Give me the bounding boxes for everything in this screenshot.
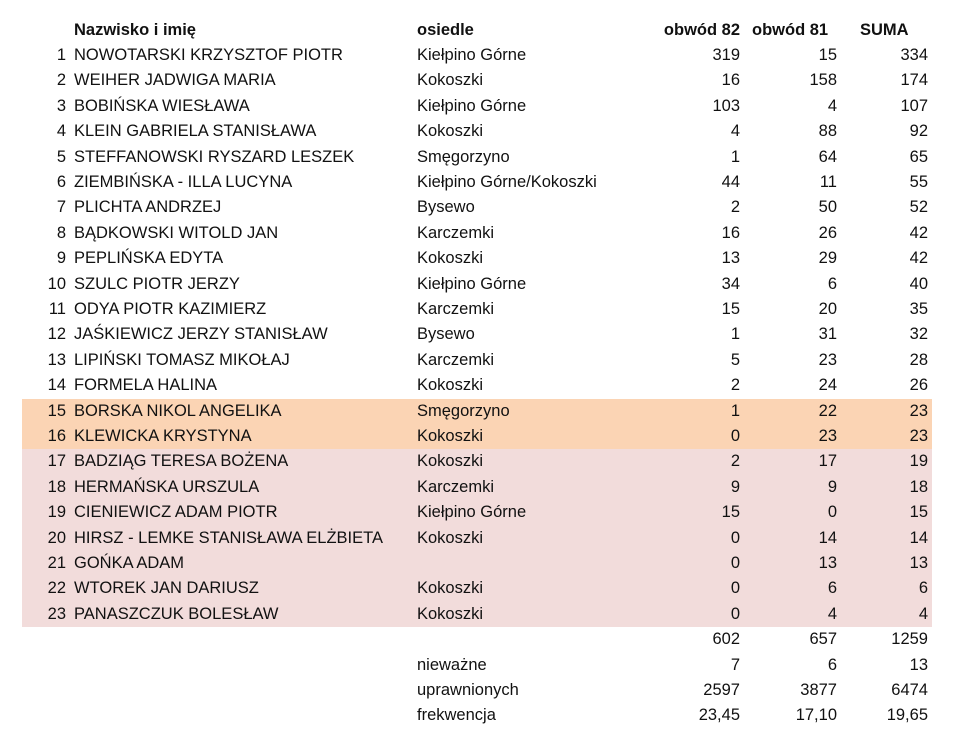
candidate-name: JAŚKIEWICZ JERZY STANISŁAW [74,325,328,344]
estate-name: Karczemki [417,477,495,496]
row-number: 19 [47,503,66,522]
votes-o81: 0 [827,503,837,522]
votes-sum: 15 [909,503,928,522]
candidate-name: FORMELA HALINA [74,376,218,395]
row-number: 9 [56,249,66,268]
row-number: 6 [56,173,66,191]
candidate-name: GOŃKA ADAM [74,554,185,572]
table-row [22,602,932,628]
table-row [22,424,932,450]
summary-o82: 602 [712,630,740,649]
summary-o81: 657 [809,630,837,649]
candidate-name: BADZIĄG TERESA BOŻENA [74,452,289,471]
summary-o82: 7 [730,655,740,674]
candidate-name: BORSKA NIKOL ANGELIKA [74,401,282,420]
candidate-name: WTOREK JAN DARIUSZ [74,579,259,598]
table-row [22,94,932,120]
votes-sum: 92 [909,122,928,141]
estate-name: Kiełpino Górne [417,274,527,293]
votes-o81: 23 [818,350,837,369]
candidate-name: HIRSZ - LEMKE STANISŁAWA ELŻBIETA [74,528,383,547]
row-number: 8 [56,223,66,242]
table-row [22,399,932,425]
estate-name: Kokoszki [417,604,484,623]
votes-sum: 40 [909,274,928,293]
table-row [22,551,932,577]
estate-name: Kokoszki [417,427,484,445]
votes-o81: 22 [818,401,837,420]
row-number: 16 [47,427,66,445]
summary-o81: 3877 [800,681,837,699]
votes-o82: 2 [730,376,740,395]
summary-label: nieważne [417,655,487,674]
votes-o82: 2 [730,198,740,217]
votes-o82: 1 [730,401,740,420]
votes-sum: 52 [909,198,928,217]
votes-sum: 334 [900,46,928,64]
votes-o82: 0 [730,528,740,547]
candidate-name: PLICHTA ANDRZEJ [74,198,222,217]
candidate-name: BĄDKOWSKI WITOLD JAN [74,223,279,242]
votes-o82: 16 [721,71,740,90]
row-number: 10 [47,274,66,293]
votes-sum: 42 [909,223,928,242]
votes-o81: 29 [818,249,837,268]
table-row [22,119,932,145]
candidate-name: HERMAŃSKA URSZULA [74,477,260,496]
votes-o82: 9 [730,477,740,496]
votes-sum: 55 [909,173,928,191]
header-name: Nazwisko i imię [74,21,196,39]
summary-sum: 19,65 [886,706,928,725]
estate-name: Bysewo [417,198,475,217]
table-row [22,475,932,501]
votes-o82: 5 [730,350,740,369]
votes-o81: 4 [827,96,837,115]
votes-o81: 14 [818,528,837,547]
header-o82: obwód 82 [663,21,740,39]
votes-o82: 103 [712,96,740,115]
table-row [22,576,932,602]
row-number: 18 [47,477,66,496]
votes-o82: 0 [730,554,740,572]
table-row [22,373,932,399]
summary-o81: 17,10 [795,706,837,725]
votes-o81: 50 [818,198,837,217]
votes-o81: 9 [827,477,837,496]
votes-sum: 23 [909,401,928,420]
row-number: 13 [47,350,66,369]
table-row [22,500,932,526]
votes-o82: 34 [721,274,740,293]
estate-name: Bysewo [417,325,475,344]
votes-o82: 0 [730,604,740,623]
candidate-name: PANASZCZUK BOLESŁAW [74,604,279,623]
row-number: 7 [56,198,66,217]
votes-o82: 1 [730,147,740,166]
summary-o82: 2597 [703,681,740,699]
candidate-name: NOWOTARSKI KRZYSZTOF PIOTR [74,46,343,64]
row-number: 20 [47,528,66,547]
votes-o81: 13 [818,554,837,572]
table-row [22,246,932,272]
estate-name: Smęgorzyno [417,401,510,420]
row-number: 11 [48,300,66,318]
votes-o82: 0 [730,579,740,598]
estate-name: Kokoszki [417,452,484,471]
row-number: 23 [47,604,66,623]
table-row [22,221,932,247]
header-estate: osiedle [417,21,474,39]
estate-name: Kokoszki [417,579,484,598]
table-row [22,348,932,374]
votes-o82: 15 [721,300,740,318]
votes-o82: 44 [721,173,740,191]
row-number: 15 [47,401,66,420]
candidate-name: SZULC PIOTR JERZY [74,274,240,293]
row-number: 4 [56,122,66,141]
votes-o82: 16 [721,223,740,242]
row-number: 22 [47,579,66,598]
estate-name: Kokoszki [417,376,484,395]
votes-sum: 14 [909,528,928,547]
votes-sum: 26 [909,376,928,395]
candidate-name: LIPIŃSKI TOMASZ MIKOŁAJ [74,350,290,369]
votes-o81: 6 [827,579,837,598]
summary-row [22,678,932,704]
header-sum: SUMA [860,21,909,39]
votes-o81: 11 [819,173,837,191]
votes-sum: 174 [900,71,928,90]
summary-o82: 23,45 [698,706,740,725]
estate-name: Kiełpino Górne [417,503,527,522]
summary-sum: 1259 [891,630,928,649]
votes-o81: 24 [818,376,837,395]
candidate-name: ZIEMBIŃSKA - ILLA LUCYNA [74,173,293,191]
votes-o81: 15 [818,46,837,64]
votes-sum: 35 [909,300,928,318]
votes-sum: 4 [918,604,928,623]
votes-sum: 65 [909,147,928,166]
votes-sum: 19 [909,452,928,471]
estate-name: Karczemki [417,223,495,242]
estate-name: Kokoszki [417,528,484,547]
table-row [22,43,932,69]
summary-row [22,627,932,653]
votes-o81: 64 [818,147,837,166]
votes-sum: 6 [918,579,928,598]
estate-name [417,551,647,577]
row-number: 5 [56,147,66,166]
estate-name: Smęgorzyno [417,147,510,166]
table-row [22,68,932,94]
row-number: 14 [47,376,66,395]
votes-o81: 26 [818,223,837,242]
votes-o81: 6 [827,274,837,293]
votes-o81: 158 [809,71,837,90]
header-o81: obwód 81 [752,21,829,39]
votes-o81: 23 [818,427,837,445]
estate-name: Kokoszki [417,122,484,141]
row-number: 21 [47,554,66,572]
votes-sum: 32 [909,325,928,344]
candidate-name: CIENIEWICZ ADAM PIOTR [74,503,278,522]
table-row [22,297,932,323]
votes-o82: 1 [730,325,740,344]
votes-o81: 88 [818,122,837,141]
votes-sum: 107 [900,96,928,115]
row-number: 3 [56,96,66,115]
votes-sum: 28 [909,350,928,369]
votes-o81: 17 [818,452,837,471]
candidate-name: WEIHER JADWIGA MARIA [74,71,276,90]
votes-o81: 20 [818,300,837,318]
candidate-name: BOBIŃSKA WIESŁAWA [74,96,250,115]
votes-o81: 31 [818,325,837,344]
table-row [22,449,932,475]
votes-o82: 319 [712,46,740,64]
estate-name: Kiełpino Górne [417,46,527,64]
votes-sum: 13 [909,554,928,572]
row-number: 2 [56,71,66,90]
votes-o82: 0 [730,427,740,445]
table-row [22,526,932,552]
candidate-name: STEFFANOWSKI RYSZARD LESZEK [74,147,355,166]
candidate-name: KLEIN GABRIELA STANISŁAWA [74,122,317,141]
table-row [22,145,932,171]
summary-row [22,703,932,729]
votes-o82: 15 [721,503,740,522]
table-row [22,170,932,196]
estate-name: Kokoszki [417,249,484,268]
votes-sum: 23 [909,427,928,445]
estate-name: Kiełpino Górne/Kokoszki [417,173,597,191]
header-row [22,18,932,44]
summary-label: frekwencja [417,706,496,725]
summary-row [22,653,932,679]
table-row [22,322,932,348]
summary-sum: 13 [909,655,928,674]
votes-o82: 4 [730,122,740,141]
votes-o82: 2 [730,452,740,471]
table-row [22,195,932,221]
candidate-name: PEPLIŃSKA EDYTA [74,249,224,268]
table-row [22,272,932,298]
estate-name: Kiełpino Górne [417,96,527,115]
summary-o81: 6 [827,655,837,674]
votes-o81: 4 [827,604,837,623]
votes-sum: 42 [909,249,928,268]
candidate-name: ODYA PIOTR KAZIMIERZ [74,300,267,318]
summary-label [417,627,647,653]
row-number: 12 [47,325,66,344]
summary-sum: 6474 [891,681,928,699]
row-number: 1 [56,46,66,64]
estate-name: Karczemki [417,300,495,318]
votes-o82: 13 [721,249,740,268]
estate-name: Karczemki [417,350,495,369]
votes-sum: 18 [909,477,928,496]
row-number: 17 [47,452,66,471]
estate-name: Kokoszki [417,71,484,90]
summary-label: uprawnionych [417,681,519,699]
candidate-name: KLEWICKA KRYSTYNA [74,427,252,445]
